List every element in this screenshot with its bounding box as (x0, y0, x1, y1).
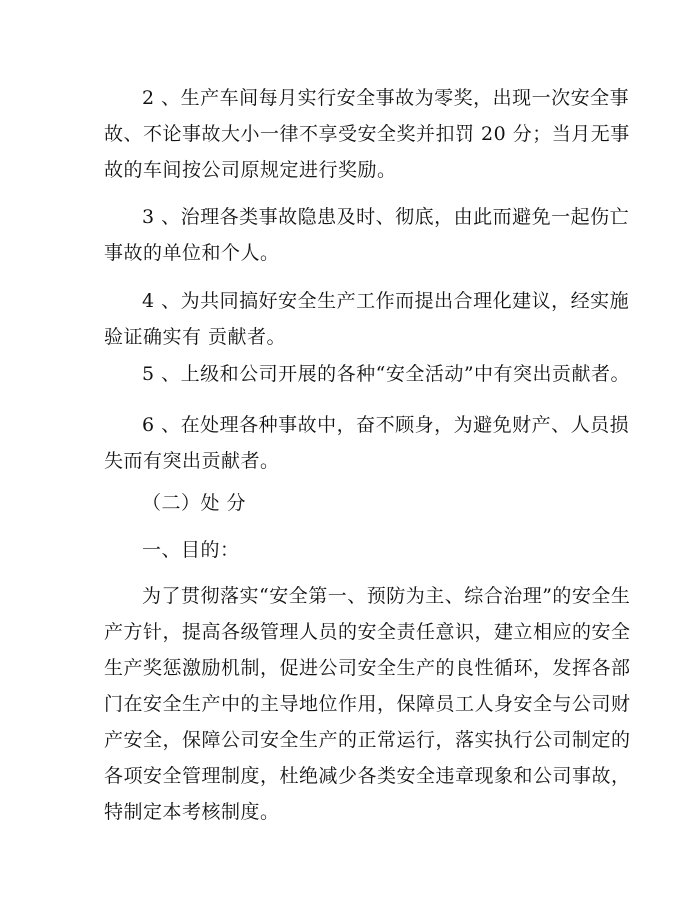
text-line: 2 、生产车间每月实行安全事故为零奖，出现一次安全事 (142, 87, 630, 109)
text-line: 失而有突出贡献者。 (104, 450, 280, 472)
paragraph-reward-3 (104, 199, 630, 271)
text-line: 4 、为共同搞好安全生产工作而提出合理化建议，经实施 (142, 290, 630, 312)
paragraph-reward-6 (104, 407, 630, 479)
text-line: 为了贯彻落实“安全第一、预防为主、综合治理”的安全生 (142, 585, 631, 607)
text-line: 故、不论事故大小一律不享受安全奖并扣罚 20 分；当月无事 (104, 123, 630, 145)
text-line: 6 、在处理各种事故中，奋不顾身，为避免财产、人员损 (142, 414, 630, 436)
text-line: 产方针，提高各级管理人员的安全责任意识，建立相应的安全 (104, 621, 631, 643)
text-line: 特制定本考核制度。 (104, 801, 280, 823)
text-line: 3 、治理各类事故隐患及时、彻底，由此而避免一起伤亡 (142, 206, 630, 228)
text-line: 各项安全管理制度，杜绝减少各类安全违章现象和公司事故， (104, 765, 631, 787)
text-line: 一、目的： (142, 539, 240, 561)
paragraph-reward-2 (104, 80, 630, 188)
text-line: 故的车间按公司原规定进行奖励。 (104, 159, 397, 181)
text-line: 验证确实有 贡献者。 (104, 326, 287, 348)
text-line: 生产奖惩激励机制，促进公司安全生产的良性循环，发挥各部 (104, 657, 631, 679)
paragraph-purpose-body (104, 578, 631, 830)
paragraph-reward-4 (104, 283, 630, 355)
text-line: 事故的单位和个人。 (104, 242, 280, 264)
text-line: 门在安全生产中的主导地位作用，保障员工人身安全与公司财 (104, 693, 631, 715)
section-heading-punishment (104, 485, 604, 521)
text-line: 产安全，保障公司安全生产的正常运行，落实执行公司制定的 (104, 729, 631, 751)
text-line: （二）处 分 (142, 492, 247, 514)
paragraph-reward-5 (104, 356, 631, 392)
text-line: 5 、上级和公司开展的各种“安全活动”中有突出贡献者。 (142, 363, 631, 385)
subheading-purpose (104, 532, 604, 568)
